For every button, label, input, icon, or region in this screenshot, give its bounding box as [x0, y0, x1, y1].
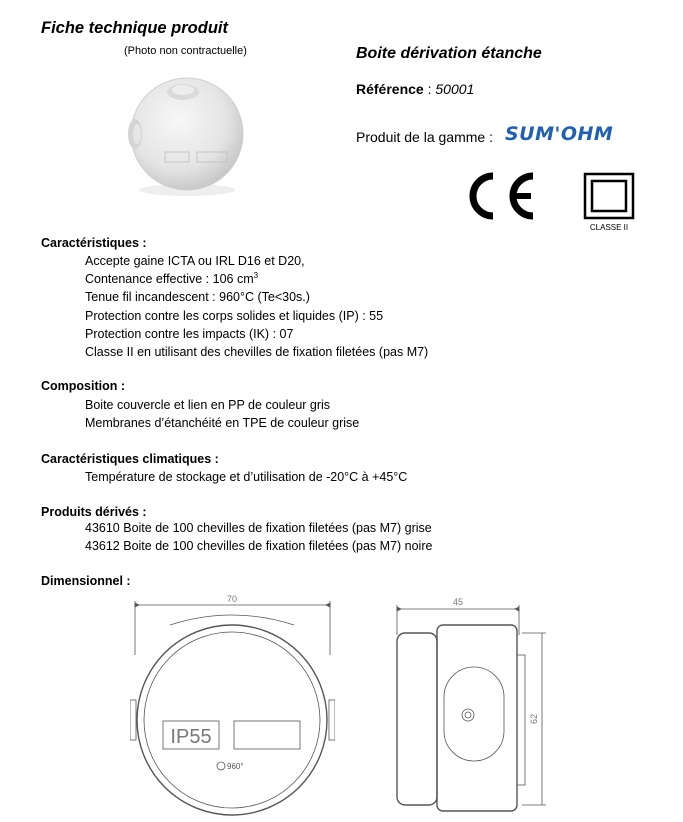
side-view-drawing	[392, 595, 552, 822]
reference-value: 50001	[435, 81, 475, 97]
list-item: Membranes d’étanchéité en TPE de couleur grise	[85, 416, 360, 431]
list-item: Température de stockage et d’utilisation de -20°C à +45°C	[85, 470, 408, 484]
class-ii-icon	[583, 172, 635, 220]
class-ii-label: CLASSE II	[589, 223, 629, 232]
characteristics-list	[85, 252, 428, 361]
composition-title: Composition :	[41, 379, 126, 393]
front-width-label: 70	[226, 595, 238, 604]
front-view-drawing	[130, 595, 335, 822]
list-item: Classe II en utilisant des chevilles de fixation filetées (pas M7)	[85, 345, 429, 360]
list-item: Protection contre les impacts (IK) : 07	[85, 326, 294, 341]
derived-list	[85, 519, 432, 555]
list-item: Accepte gaine ICTA ou IRL D16 et D20,	[85, 254, 305, 268]
product-name: Boite dérivation étanche	[356, 45, 542, 62]
side-height-label: 62	[529, 713, 539, 725]
document-title: Fiche technique produit	[41, 19, 229, 37]
derived-title: Produits dérivés :	[41, 505, 147, 519]
dimensions-title: Dimensionnel :	[41, 574, 131, 588]
product-photo	[117, 62, 257, 202]
superscript: 3	[253, 271, 259, 281]
brand-logo: SUM'OHM	[505, 123, 614, 145]
characteristics-title: Caractéristiques :	[41, 236, 147, 250]
climatic-title: Caractéristiques climatiques :	[41, 452, 219, 466]
list-item: Tenue fil incandescent : 960°C (Te<30s.)	[85, 290, 310, 305]
side-depth-label: 45	[452, 597, 464, 607]
range-line	[356, 129, 493, 145]
list-item: Boite couvercle et lien en PP de couleur gris	[85, 398, 331, 412]
range-label: Produit de la gamme :	[356, 129, 493, 145]
reference-separator: :	[423, 81, 436, 97]
list-item: 43610 Boite de 100 chevilles de fixation filetées (pas M7) grise	[85, 521, 432, 535]
photo-disclaimer: (Photo non contractuelle)	[124, 45, 247, 57]
ce-mark-icon	[463, 170, 539, 222]
reference-label: Référence	[356, 81, 424, 97]
temperature-label: 960°	[227, 762, 244, 771]
list-item: Contenance effective : 106 $cm^3$	[85, 271, 259, 287]
ip-rating-label: IP55	[170, 726, 212, 748]
list-item: 43612 Boite de 100 chevilles de fixation filetées (pas M7) noire	[85, 539, 433, 554]
climatic-list	[85, 468, 407, 486]
composition-list	[85, 396, 359, 432]
reference-line	[356, 81, 474, 97]
list-item: Protection contre les corps solides et liquides (IP) : 55	[85, 308, 384, 323]
